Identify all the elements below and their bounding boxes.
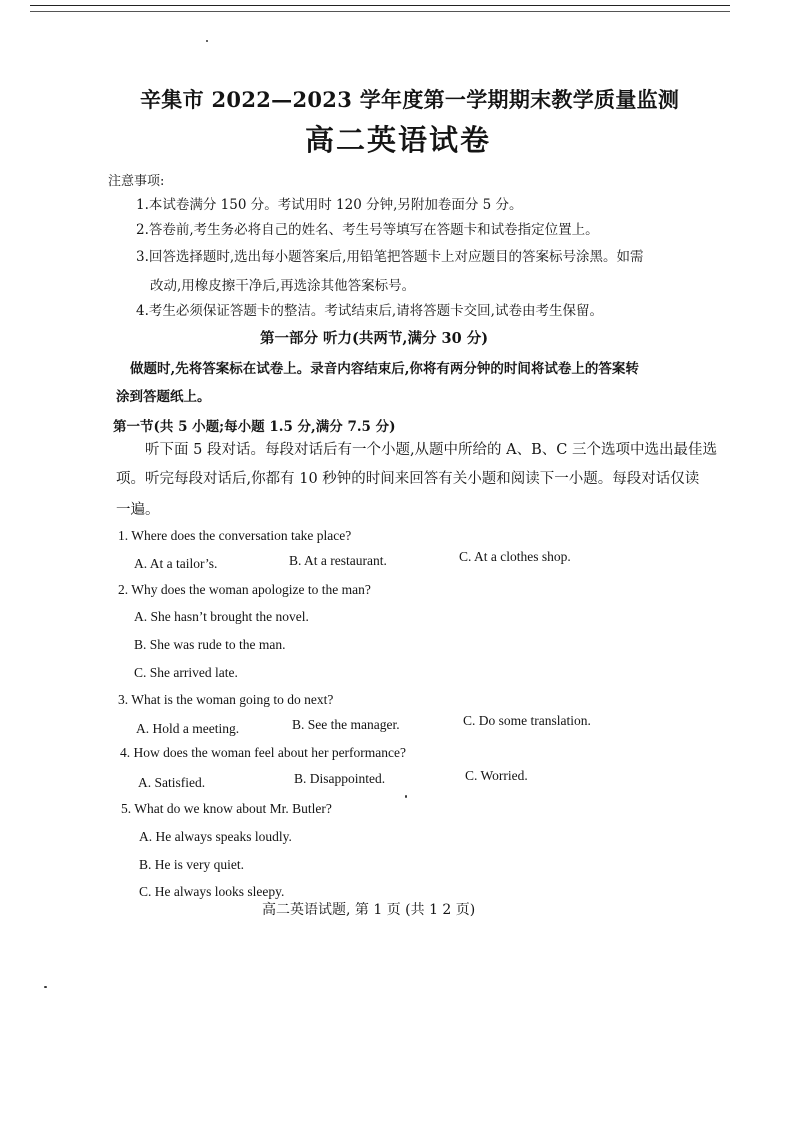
- question-option: B. At a restaurant.: [289, 553, 387, 568]
- scan-edge-line: [30, 5, 730, 6]
- note-item: 2.答卷前,考生务必将自己的姓名、考生号等填写在答题卡和试卷指定位置上。: [136, 222, 599, 238]
- question-option: C. At a clothes shop.: [459, 549, 571, 564]
- section1-paragraph: 听下面 5 段对话。每段对话后有一个小题,从题中所给的 A、B、C 三个选项中选出最佳选: [145, 442, 717, 458]
- question-option: A. Hold a meeting.: [136, 721, 240, 736]
- exam-title: 辛集市 2022—2023 学年度第一学期期末教学质量监测: [140, 87, 680, 112]
- question-stem: 3. What is the woman going to do next?: [118, 692, 334, 707]
- note-item: 改动,用橡皮擦干净后,再选涂其他答案标号。: [150, 278, 416, 294]
- question-option: C. She arrived late.: [134, 665, 238, 680]
- scan-speck: [405, 795, 407, 798]
- note-item: 1.本试卷满分 150 分。考试用时 120 分钟,另附加卷面分 5 分。: [136, 197, 523, 213]
- question-option: A. He always speaks loudly.: [139, 829, 292, 844]
- scan-speck: [206, 40, 208, 42]
- page-footer: 高二英语试题, 第 1 页 (共 1 2 页): [262, 902, 476, 918]
- question-option: B. See the manager.: [292, 717, 400, 732]
- question-option: B. He is very quiet.: [139, 857, 244, 872]
- scan-speck: [44, 986, 47, 988]
- question-stem: 5. What do we know about Mr. Butler?: [121, 801, 332, 816]
- question-stem: 1. Where does the conversation take place?: [118, 528, 352, 543]
- section1-paragraph: 一遍。: [116, 502, 160, 518]
- question-option: C. Do some translation.: [463, 713, 591, 728]
- section1-paragraph: 项。听完每段对话后,你都有 10 秒钟的时间来回答有关小题和阅读下一小题。每段对话仅读: [116, 471, 700, 487]
- part1-instruction: 做题时,先将答案标在试卷上。录音内容结束后,你将有两分钟的时间将试卷上的答案转: [130, 361, 639, 377]
- question-option: B. She was rude to the man.: [134, 637, 286, 652]
- question-stem: 4. How does the woman feel about her performance?: [120, 745, 407, 760]
- question-option: C. Worried.: [465, 768, 528, 783]
- part1-instruction: 涂到答题纸上。: [116, 389, 211, 405]
- question-option: A. She hasn’t brought the novel.: [134, 609, 309, 624]
- question-stem: 2. Why does the woman apologize to the man?: [118, 582, 371, 597]
- note-item: 3.回答选择题时,选出每小题答案后,用铅笔把答题卡上对应题目的答案标号涂黑。如需: [136, 249, 644, 265]
- question-option: C. He always looks sleepy.: [139, 884, 285, 899]
- part1-heading: 第一部分 听力(共两节,满分 30 分): [260, 330, 489, 347]
- note-item: 4.考生必须保证答题卡的整洁。考试结束后,请将答题卡交回,试卷由考生保留。: [136, 303, 603, 319]
- notes-heading: 注意事项:: [108, 174, 165, 189]
- question-option: A. Satisfied.: [138, 775, 206, 790]
- exam-subject-title: 高二英语试卷: [305, 123, 492, 157]
- scan-edge-line: [30, 11, 730, 12]
- section1-heading: 第一节(共 5 小题;每小题 1.5 分,满分 7.5 分): [113, 419, 396, 435]
- question-option: B. Disappointed.: [294, 771, 386, 786]
- question-option: A. At a tailor’s.: [134, 556, 218, 571]
